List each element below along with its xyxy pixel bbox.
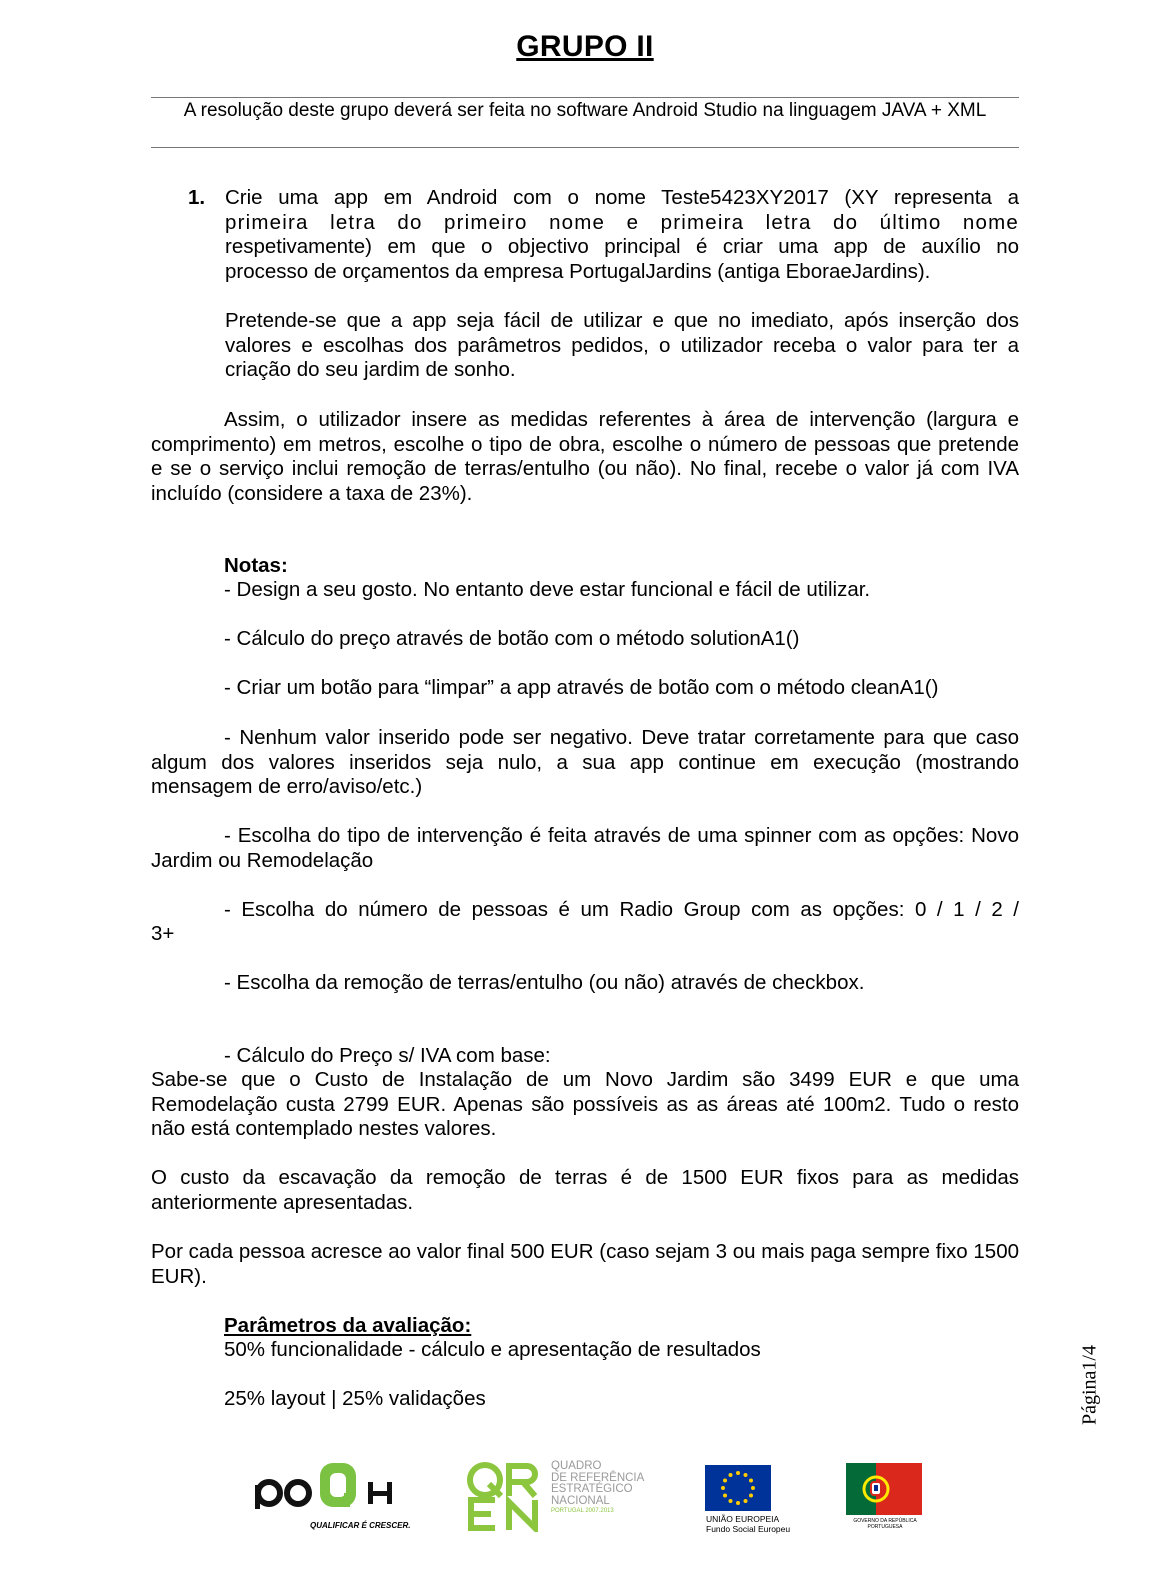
portugal-flag-icon	[846, 1463, 922, 1515]
qren-logo-icon	[465, 1460, 547, 1532]
description-paragraph: Assim, o utilizador insere as medidas referentes à área de intervenção (largura e comprimento) em metros, escolhe o tipo de obra, escolhe o número de pessoas que pretende e se o serviço inclui remoção de terras/entulho (ou não). No final, recebe o valor já com IVA incluído (considere a taxa de 23%).	[151, 408, 1019, 505]
eu-text	[706, 1514, 790, 1534]
qren-text-line: ESTRATÉGICO	[551, 1483, 633, 1495]
note-price-text: Sabe-se que o Custo de Instalação de um Novo Jardim são 3499 EUR e que uma Remodelação custa 2799 EUR. Apenas são possíveis as as áreas até 100m2. Tudo o resto não está contemplado nestes valores.	[151, 1068, 1019, 1140]
qren-text-line: PORTUGAL 2007.2013	[551, 1508, 614, 1514]
evaluation-layout: 25% layout | 25% validações	[224, 1387, 486, 1410]
eu-logo	[705, 1465, 795, 1537]
eu-text-line: UNIÃO EUROPEIA	[706, 1514, 780, 1524]
item-1-line: respetivamente) em que o objectivo principal é criar uma app de auxílio no	[225, 235, 1019, 258]
page-number	[1060, 1330, 1120, 1440]
poph-logo	[248, 1455, 420, 1535]
government-logo	[846, 1463, 926, 1535]
note-price-heading: - Cálculo do Preço s/ IVA com base:	[224, 1044, 551, 1067]
notes-heading: Notas:	[224, 554, 288, 577]
government-text-line: PORTUGUESA	[867, 1524, 903, 1530]
note-per-person: Por cada pessoa acresce ao valor final 500 EUR (caso sejam 3 ou mais paga sempre fixo 1500 EUR).	[151, 1240, 1019, 1288]
item-1-line: Crie uma app em Android com o nome Teste5423XY2017 (XY representa a	[225, 186, 1019, 209]
item-1-line: processo de orçamentos da empresa PortugalJardins (antiga EboraeJardins).	[225, 259, 931, 283]
qren-text-line: DE REFERÊNCIA	[551, 1471, 645, 1484]
note-excavation: O custo da escavação da remoção de terras é de 1500 EUR fixos para as medidas anteriormente apresentadas.	[151, 1166, 1019, 1214]
qren-logo	[465, 1460, 660, 1532]
section-subtitle: A resolução deste grupo deverá ser feita no software Android Studio na linguagem JAVA + XML	[183, 100, 987, 121]
poph-tagline: QUALIFICAR É CRESCER.	[310, 1521, 411, 1530]
item-1-text	[225, 186, 1019, 284]
item-1-line: primeira letra do primeiro nome e primeira letra do último nome	[225, 210, 1019, 234]
note-radio-continued: 3+	[151, 922, 175, 945]
divider-bottom	[151, 147, 1019, 148]
note-clean: - Criar um botão para “limpar” a app através de botão com o método cleanA1()	[224, 676, 939, 699]
divider-top	[151, 97, 1019, 98]
evaluation-functionality: 50% funcionalidade - cálculo e apresentação de resultados	[224, 1338, 761, 1361]
page-title: GRUPO II	[516, 30, 654, 63]
note-radio: - Escolha do número de pessoas é um Radio Group com as opções: 0 / 1 / 2 /	[224, 898, 1019, 921]
note-negative: - Nenhum valor inserido pode ser negativo. Deve tratar corretamente para que caso algum dos valores inseridos seja nulo, a sua app continue em execução (mostrando mensagem de erro/aviso/etc.)	[151, 726, 1019, 798]
eu-text-line: Fundo Social Europeu	[706, 1524, 791, 1534]
note-design: - Design a seu gosto. No entanto deve estar funcional e fácil de utilizar.	[224, 578, 871, 601]
eu-flag-icon	[705, 1465, 771, 1511]
government-text	[848, 1518, 922, 1530]
page-number-text: Página1/4	[1078, 1345, 1101, 1425]
note-calc: - Cálculo do preço através de botão com o método solutionA1()	[224, 627, 800, 650]
note-checkbox: - Escolha da remoção de terras/entulho (ou não) através de checkbox.	[224, 971, 865, 994]
note-spinner: - Escolha do tipo de intervenção é feita através de uma spinner com as opções: Novo Jardim ou Remodelação	[151, 824, 1019, 872]
evaluation-heading: Parâmetros da avaliação:	[224, 1314, 472, 1337]
qren-text-line: NACIONAL	[551, 1494, 610, 1507]
item-1-paragraph-2: Pretende-se que a app seja fácil de utilizar e que no imediato, após inserção dos valores e escolhas dos parâmetros pedidos, o utilizador receba o valor para ter a criação do seu jardim de sonho.	[225, 309, 1019, 381]
qren-text	[551, 1461, 644, 1516]
government-text-line: GOVERNO DA REPÚBLICA	[853, 1518, 917, 1524]
item-number: 1.	[188, 186, 206, 209]
qren-text-line: QUADRO	[551, 1460, 602, 1472]
